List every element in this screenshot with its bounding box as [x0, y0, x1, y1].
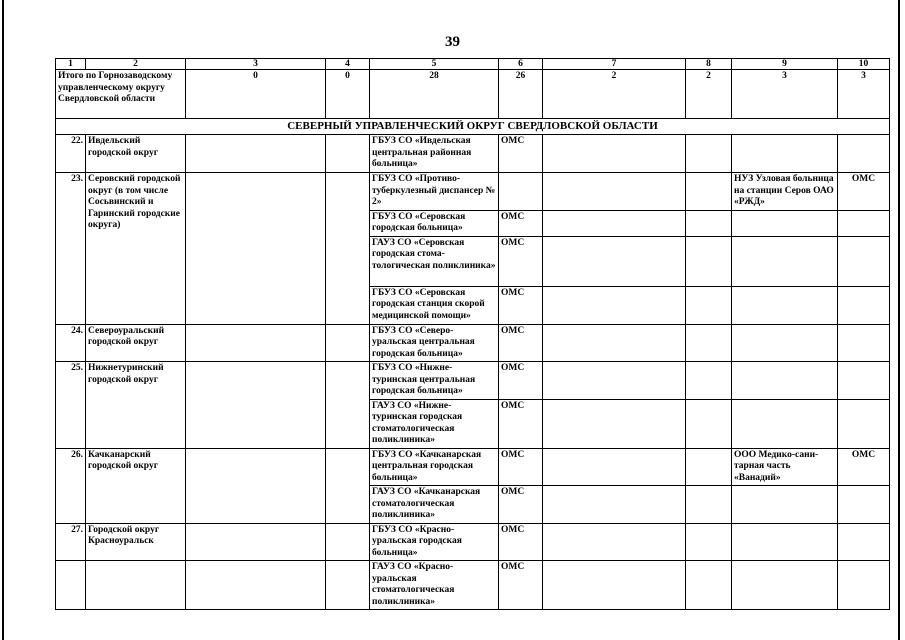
empty-cell — [686, 324, 732, 362]
col-header: 3 — [186, 59, 326, 70]
partner-funding-type: ОМС — [838, 173, 890, 211]
funding-type: ОМС — [499, 523, 543, 561]
organization-name: ГБУЗ СО «Красно-уральская городская больница» — [370, 523, 499, 561]
empty-cell — [732, 561, 838, 610]
organization-name: ГБУЗ СО «Противо-туберкулезный диспансер № 2» — [370, 173, 499, 211]
empty-cell — [186, 324, 326, 362]
funding-type: ОМС — [499, 286, 543, 324]
empty-cell — [686, 286, 732, 324]
empty-cell — [686, 362, 732, 400]
empty-cell — [543, 561, 686, 610]
empty-cell — [543, 448, 686, 486]
table-row — [56, 561, 890, 610]
empty-cell — [838, 135, 890, 173]
scan-left-edge — [2, 0, 4, 640]
empty-cell — [686, 236, 732, 286]
empty-cell — [326, 561, 370, 610]
table-row — [56, 523, 890, 561]
empty-cell — [326, 448, 370, 523]
total-value: 3 — [838, 70, 890, 119]
empty-cell — [543, 135, 686, 173]
empty-cell — [732, 135, 838, 173]
funding-type: ОМС — [499, 210, 543, 236]
total-value: 0 — [326, 70, 370, 119]
municipality-name: Ивдельский городской округ — [86, 135, 186, 173]
empty-cell — [543, 486, 686, 524]
empty-cell — [838, 324, 890, 362]
empty-cell — [686, 135, 732, 173]
total-value: 28 — [370, 70, 499, 119]
partner-organization-name: НУЗ Узловая больница на станции Серов ОАО «РЖД» — [732, 173, 838, 211]
empty-cell — [838, 486, 890, 524]
total-label: Итого по Горнозаводскому управленческому округу Свердловской области — [56, 70, 186, 119]
organization-name: ГБУЗ СО «Серовская городская больница» — [370, 210, 499, 236]
section-row — [56, 119, 890, 135]
funding-type: ОМС — [499, 324, 543, 362]
funding-type: ОМС — [499, 135, 543, 173]
empty-cell — [838, 561, 890, 610]
organization-name: ГБУЗ СО «Северо-уральская центральная городская больница» — [370, 324, 499, 362]
table-row — [56, 135, 890, 173]
row-number: 26. — [56, 448, 86, 523]
col-header: 8 — [686, 59, 732, 70]
row-number: 25. — [56, 362, 86, 449]
total-row — [56, 70, 890, 119]
empty-cell — [686, 399, 732, 448]
empty-cell — [326, 135, 370, 173]
municipality-name: Серовский городской округ (в том числе Сосьвинский и Гаринский городские округа) — [86, 173, 186, 325]
medical-organizations-table — [55, 58, 890, 610]
empty-cell — [732, 399, 838, 448]
empty-cell — [186, 523, 326, 561]
empty-cell — [838, 286, 890, 324]
empty-cell — [732, 362, 838, 400]
col-header: 6 — [499, 59, 543, 70]
municipality-name: Нижнетуринский городской округ — [86, 362, 186, 449]
empty-cell — [732, 286, 838, 324]
empty-cell — [543, 236, 686, 286]
funding-type: ОМС — [499, 486, 543, 524]
empty-cell — [543, 362, 686, 400]
empty-cell — [838, 399, 890, 448]
page-number: 39 — [445, 34, 460, 50]
organization-name: ГАУЗ СО «Нижне-туринская городская стоматологическая поликлиника» — [370, 399, 499, 448]
funding-type: ОМС — [499, 448, 543, 486]
empty-cell — [686, 448, 732, 486]
empty-cell — [543, 523, 686, 561]
empty-cell — [326, 362, 370, 449]
table-row — [56, 173, 890, 211]
organization-name: ГБУЗ СО «Серовская городская станция скорой медицинской помощи» — [370, 286, 499, 324]
total-value: 3 — [732, 70, 838, 119]
empty-cell — [186, 362, 326, 449]
organization-name: ГБУЗ СО «Нижне-туринская центральная городская больница» — [370, 362, 499, 400]
row-number: 23. — [56, 173, 86, 325]
row-number: 24. — [56, 324, 86, 362]
empty-cell — [838, 210, 890, 236]
empty-cell — [326, 173, 370, 325]
total-value: 26 — [499, 70, 543, 119]
col-header: 10 — [838, 59, 890, 70]
organization-name: ГАУЗ СО «Красно-уральская стоматологическая поликлиника» — [370, 561, 499, 610]
empty-cell — [186, 135, 326, 173]
partner-organization-name: ООО Медико-сани-тарная часть «Ванадий» — [732, 448, 838, 486]
empty-cell — [838, 236, 890, 286]
empty-cell — [686, 523, 732, 561]
empty-cell — [56, 561, 86, 610]
col-header: 2 — [86, 59, 186, 70]
empty-cell — [732, 210, 838, 236]
municipality-name: Североуральский городской округ — [86, 324, 186, 362]
funding-type: ОМС — [499, 399, 543, 448]
table-row — [56, 448, 890, 486]
empty-cell — [326, 523, 370, 561]
organization-name: ГБУЗ СО «Качканарская центральная городская больница» — [370, 448, 499, 486]
funding-type: ОМС — [499, 236, 543, 286]
row-number: 22. — [56, 135, 86, 173]
partner-funding-type: ОМС — [838, 448, 890, 486]
organization-name: ГАУЗ СО «Качканарская стоматологическая поликлиника» — [370, 486, 499, 524]
empty-cell — [543, 173, 686, 211]
table-row — [56, 324, 890, 362]
empty-cell — [543, 324, 686, 362]
row-number: 27. — [56, 523, 86, 561]
col-header: 5 — [370, 59, 499, 70]
empty-cell — [686, 173, 732, 211]
table-row — [56, 362, 890, 400]
total-value: 0 — [186, 70, 326, 119]
funding-type — [499, 173, 543, 211]
empty-cell — [686, 210, 732, 236]
empty-cell — [732, 324, 838, 362]
empty-cell — [186, 561, 326, 610]
empty-cell — [838, 523, 890, 561]
col-header: 9 — [732, 59, 838, 70]
col-header: 4 — [326, 59, 370, 70]
organization-name: ГБУЗ СО «Ивдельская центральная районная больница» — [370, 135, 499, 173]
empty-cell — [543, 286, 686, 324]
total-value: 2 — [686, 70, 732, 119]
column-number-row — [56, 59, 890, 70]
empty-cell — [543, 210, 686, 236]
total-value: 2 — [543, 70, 686, 119]
section-title: СЕВЕРНЫЙ УПРАВЛЕНЧЕСКИЙ ОКРУГ СВЕРДЛОВСКОЙ ОБЛАСТИ — [56, 119, 890, 135]
municipality-name: Качканарский городской округ — [86, 448, 186, 523]
empty-cell — [326, 324, 370, 362]
empty-cell — [732, 236, 838, 286]
empty-cell — [732, 523, 838, 561]
col-header: 1 — [56, 59, 86, 70]
empty-cell — [86, 561, 186, 610]
organization-name: ГАУЗ СО «Серовская городская стома-тологическая поликлиника» — [370, 236, 499, 286]
funding-type: ОМС — [499, 362, 543, 400]
empty-cell — [186, 173, 326, 325]
empty-cell — [686, 561, 732, 610]
municipality-name: Городской округ Красноуральск — [86, 523, 186, 561]
col-header: 7 — [543, 59, 686, 70]
scan-right-edge — [898, 0, 900, 640]
empty-cell — [732, 486, 838, 524]
funding-type: ОМС — [499, 561, 543, 610]
empty-cell — [543, 399, 686, 448]
empty-cell — [186, 448, 326, 523]
empty-cell — [686, 486, 732, 524]
empty-cell — [838, 362, 890, 400]
